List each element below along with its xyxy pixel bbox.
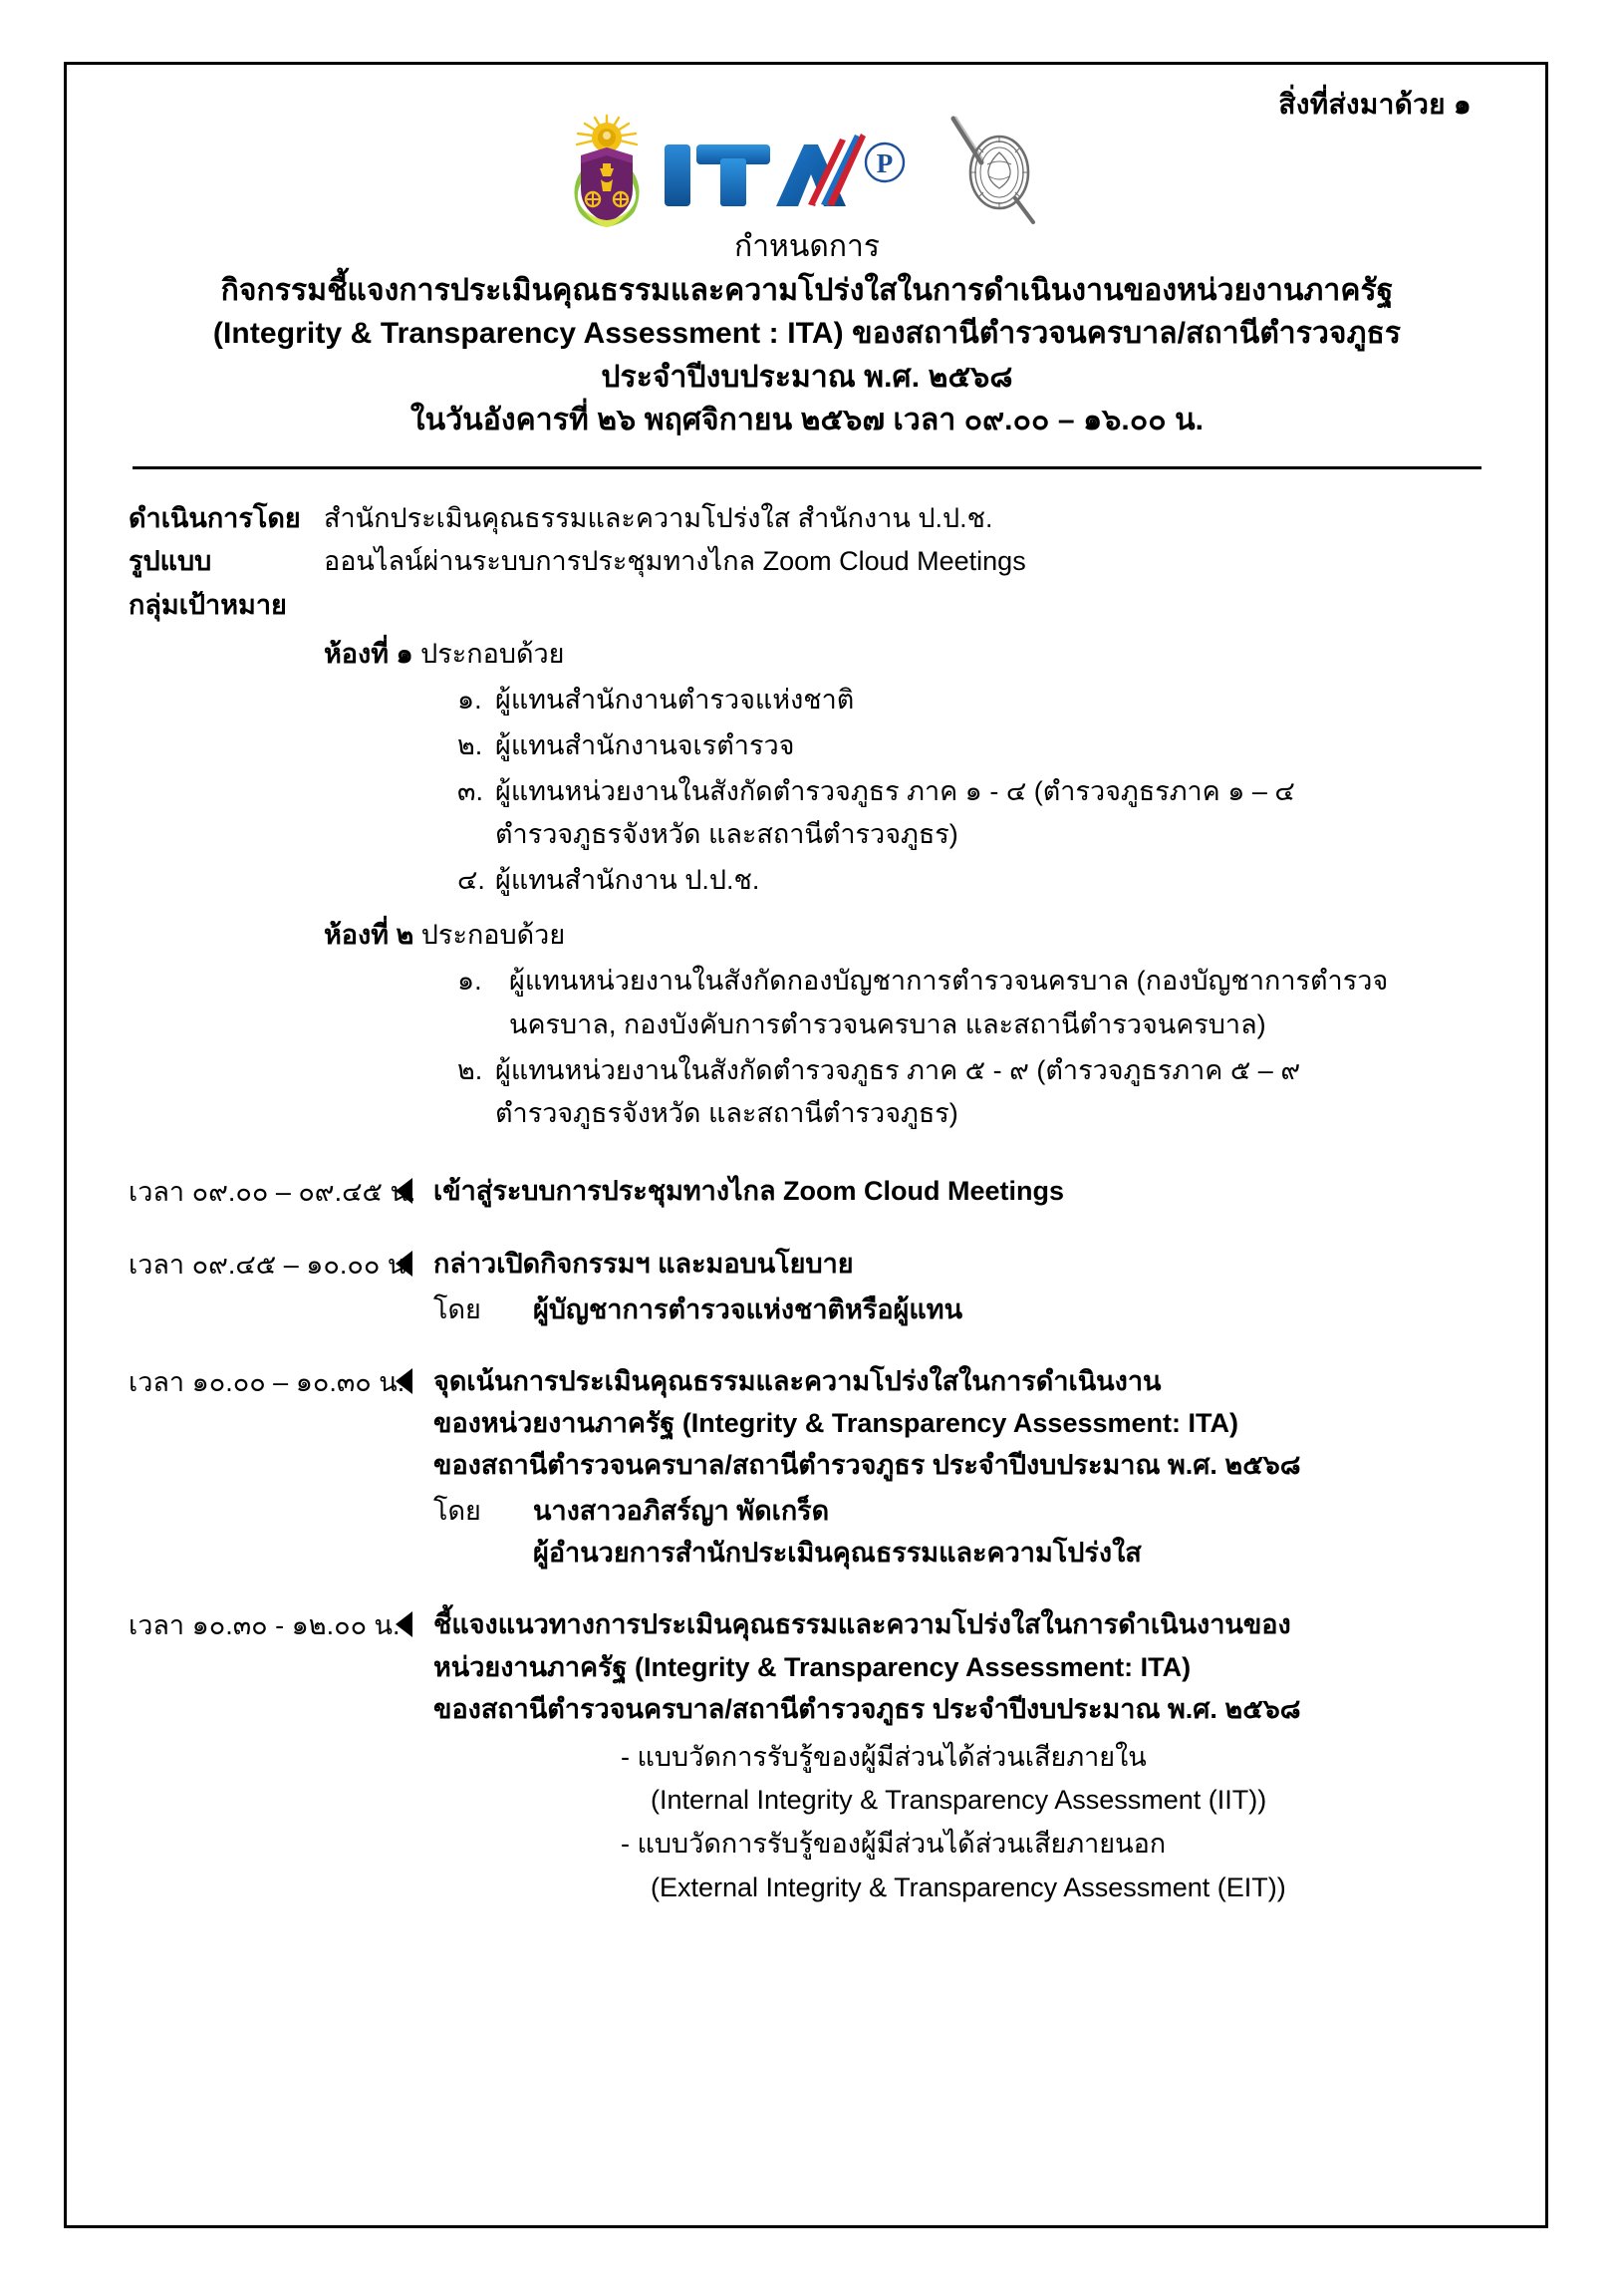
speaker-name: ผู้บัญชาการตำรวจแห่งชาติหรือผู้แทน — [533, 1293, 963, 1324]
speaker-name: นางสาวอภิสร์ญา พัดเกร็ด — [533, 1496, 830, 1527]
logo-band — [129, 111, 1485, 232]
by-label: โดย — [433, 1293, 481, 1324]
agenda-line: หน่วยงานภาครัฐ (Integrity & Transparency Assessment: ITA) — [433, 1651, 1192, 1682]
agenda-body — [433, 1360, 1485, 1575]
list-item — [457, 859, 1485, 903]
agenda-line: เข้าสู่ระบบการประชุมทางไกล Zoom Cloud Meetings — [433, 1176, 1064, 1207]
item-text-line: ผู้แทนหน่วยงานในสังกัดตำรวจภูธร ภาค ๕ - ๙ (ตำรวจภูธรภาค ๕ – ๙ — [495, 1054, 1301, 1085]
room-2-suffix: ประกอบด้วย — [413, 919, 566, 950]
agenda-line: ชี้แจงแนวทางการประเมินคุณธรรมและความโปร่งใสในการดำเนินงานของ — [433, 1609, 1291, 1640]
agenda-line: กล่าวเปิดกิจกรรมฯ และมอบนโยบาย — [433, 1248, 854, 1279]
agenda-row — [129, 1360, 1485, 1575]
triangle-bullet-icon — [396, 1243, 433, 1277]
speaker-info — [533, 1490, 1142, 1574]
item-text: ผู้แทนสำนักงานจเรตำรวจ — [495, 729, 795, 760]
list-item — [457, 724, 1485, 768]
agenda-row — [129, 1170, 1485, 1213]
title-line-2: (Integrity & Transparency Assessment : ITA) ของสถานีตำรวจนครบาล/สถานีตำรวจภูธร — [212, 317, 1402, 351]
meta-row-format — [129, 540, 1485, 584]
meta-value: ออนไลน์ผ่านระบบการประชุมทางไกล Zoom Cloud Meetings — [324, 546, 1026, 577]
item-number: ๔. — [457, 865, 485, 896]
agenda-block — [129, 1170, 1485, 1910]
meta-label: รูปแบบ — [129, 546, 212, 577]
royal-thai-police-seal-icon — [938, 111, 1049, 230]
agenda-line: ของหน่วยงานภาครัฐ (Integrity & Transparency Assessment: ITA) — [433, 1407, 1238, 1438]
item-text-line: ตำรวจภูธรจังหวัด และสถานีตำรวจภูธร) — [495, 1098, 958, 1129]
list-item — [457, 960, 1485, 1046]
room-2-label: ห้องที่ ๒ — [324, 919, 414, 950]
meta-label: กลุ่มเป้าหมาย — [129, 590, 287, 621]
item-text: ผู้แทนสำนักงาน ป.ป.ช. — [495, 865, 760, 896]
item-number: ๑. — [457, 685, 482, 716]
title-block — [129, 226, 1485, 442]
item-text-line: ผู้แทนหน่วยงานในสังกัดกองบัญชาการตำรวจนครบาล (กองบัญชาการตำรวจ — [509, 966, 1389, 997]
item-text-line: นครบาล, กองบังคับการตำรวจนครบาล และสถานีตำรวจนครบาล) — [509, 1008, 1266, 1039]
header-divider — [133, 466, 1481, 469]
page-content — [129, 83, 1485, 1940]
meta-block — [129, 497, 1485, 628]
svg-text:P: P — [876, 148, 894, 178]
ita-logo — [659, 119, 928, 222]
triangle-bullet-icon — [396, 1603, 433, 1637]
triangle-bullet-icon — [396, 1360, 433, 1394]
room-2-list — [129, 960, 1485, 1136]
triangle-bullet-icon — [396, 1170, 433, 1204]
item-text: ผู้แทนสำนักงานตำรวจแห่งชาติ — [495, 685, 855, 716]
agenda-row — [129, 1243, 1485, 1330]
item-text — [495, 770, 1485, 857]
agenda-speaker-row — [433, 1289, 1485, 1330]
agenda-time: เวลา ๑๐.๐๐ – ๑๐.๓๐ น. — [129, 1366, 405, 1397]
sub-item: - แบบวัดการรับรู้ของผู้มีส่วนได้ส่วนเสียภายใน — [621, 1741, 1147, 1772]
agenda-body — [433, 1603, 1485, 1909]
meta-value: สำนักประเมินคุณธรรมและความโปร่งใส สำนักงาน ป.ป.ช. — [324, 502, 993, 533]
item-text-line: ผู้แทนหน่วยงานในสังกัดตำรวจภูธร ภาค ๑ - ๔ (ตำรวจภูธรภาค ๑ – ๔ — [495, 775, 1295, 806]
document-page — [64, 62, 1548, 2228]
sub-item: (External Integrity & Transparency Assessment (EIT)) — [651, 1871, 1286, 1902]
meta-label: ดำเนินการโดย — [129, 502, 301, 533]
item-number: ๒. — [457, 1054, 483, 1085]
sub-item: - แบบวัดการรับรู้ของผู้มีส่วนได้ส่วนเสียภายนอก — [621, 1829, 1167, 1860]
thai-royal-emblem-icon — [565, 112, 649, 229]
audience-block — [129, 632, 1485, 1136]
item-number: ๒. — [457, 729, 483, 760]
logo-group — [565, 111, 1049, 230]
item-text-line: ตำรวจภูธรจังหวัด และสถานีตำรวจภูธร) — [495, 819, 958, 850]
meta-row-organizer — [129, 497, 1485, 541]
room-1-label: ห้องที่ ๑ — [324, 638, 413, 669]
by-label: โดย — [433, 1496, 481, 1527]
item-text — [495, 1049, 1485, 1136]
item-number: ๑. — [457, 966, 482, 997]
document-heading: กำหนดการ — [734, 230, 880, 263]
agenda-body — [433, 1170, 1485, 1212]
agenda-time: เวลา ๐๙.๔๕ – ๑๐.๐๐ น. — [129, 1249, 413, 1280]
list-item — [457, 679, 1485, 722]
room-1-list — [129, 679, 1485, 903]
meta-row-target-group — [129, 584, 1485, 628]
speaker-title: ผู้อำนวยการสำนักประเมินคุณธรรมและความโปร่งใส — [533, 1538, 1142, 1569]
item-number: ๓. — [457, 775, 483, 806]
agenda-line: จุดเน้นการประเมินคุณธรรมและความโปร่งใสในการดำเนินงาน — [433, 1365, 1162, 1396]
list-item — [457, 1049, 1485, 1136]
agenda-speaker-row — [433, 1490, 1485, 1574]
agenda-time: เวลา ๑๐.๓๐ - ๑๒.๐๐ น. — [129, 1610, 401, 1641]
title-line-4: ในวันอังคารที่ ๒๖ พฤศจิกายน ๒๕๖๗ เวลา ๐๙.๐๐ – ๑๖.๐๐ น. — [409, 404, 1205, 437]
agenda-time: เวลา ๐๙.๐๐ – ๐๙.๔๕ น. — [129, 1177, 416, 1208]
agenda-line: ของสถานีตำรวจนครบาล/สถานีตำรวจภูธร ประจำปีงบประมาณ พ.ศ. ๒๕๖๘ — [433, 1693, 1301, 1724]
room-1-suffix: ประกอบด้วย — [412, 638, 565, 669]
room-2-heading — [129, 913, 1485, 958]
agenda-sub-list — [433, 1736, 1485, 1910]
sub-item: (Internal Integrity & Transparency Assessment (IIT)) — [651, 1785, 1267, 1816]
agenda-line: ของสถานีตำรวจนครบาล/สถานีตำรวจภูธร ประจำปีงบประมาณ พ.ศ. ๒๕๖๘ — [433, 1450, 1301, 1481]
agenda-body — [433, 1243, 1485, 1330]
title-line-3: ประจำปีงบประมาณ พ.ศ. ๒๕๖๘ — [601, 360, 1013, 394]
attachment-note: สิ่งที่ส่งมาด้วย ๑ — [1278, 89, 1472, 120]
list-item — [457, 770, 1485, 857]
title-line-1: กิจกรรมชี้แจงการประเมินคุณธรรมและความโปร่งใสในการดำเนินงานของหน่วยงานภาครัฐ — [220, 273, 1394, 307]
item-text — [509, 960, 1485, 1046]
agenda-row — [129, 1603, 1485, 1909]
room-1-heading — [129, 632, 1485, 677]
